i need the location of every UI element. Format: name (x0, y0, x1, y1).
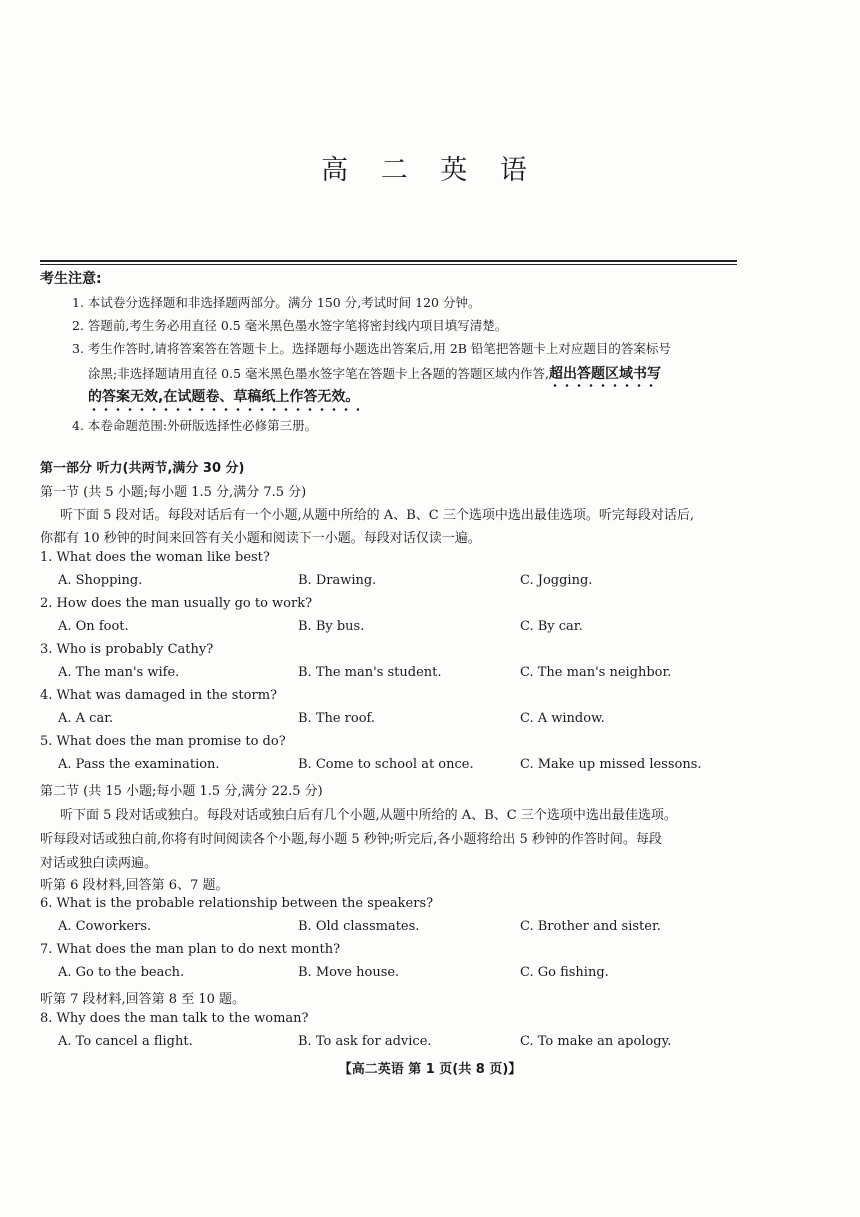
q6-option-c: C. Brother and sister. (520, 919, 661, 934)
section1-instruction-2: 你都有 10 秒钟的时间来回答有关小题和阅读下一小题。每段对话仅读一遍。 (40, 531, 481, 546)
question-7: 7. What does the man plan to do next month? (40, 942, 341, 957)
q6-option-a: A. Coworkers. (58, 919, 152, 934)
q1-option-a: A. Shopping. (58, 573, 143, 588)
notice-item-3-cont (88, 363, 661, 383)
header-rule (40, 260, 737, 262)
q3-option-c: C. The man's neighbor. (520, 665, 672, 680)
section2-instruction-2: 听每段对话或独白前,你将有时间阅读各个小题,每小题 5 秒钟;听完后,各小题将给出 5 秒钟的作答时间。每段 (40, 832, 662, 847)
page-title: 高 二 英 语 (321, 155, 539, 186)
question-3: 3. Who is probably Cathy? (40, 642, 214, 657)
question-8: 8. Why does the man talk to the woman? (40, 1011, 309, 1026)
q5-option-c: C. Make up missed lessons. (520, 757, 702, 772)
question-5: 5. What does the man promise to do? (40, 734, 286, 749)
notice-item-3: 3. 考生作答时,请将答案答在答题卡上。选择题每小题选出答案后,用 2B 铅笔把答题卡上对应题目的答案标号 (72, 341, 671, 356)
notice-heading: 考生注意: (40, 271, 102, 287)
q2-option-b: B. By bus. (298, 619, 365, 634)
section2-heading: 第二节 (共 15 小题;每小题 1.5 分,满分 22.5 分) (40, 784, 323, 799)
q6-option-b: B. Old classmates. (298, 919, 420, 934)
section2-instruction-3: 对话或独白读两遍。 (40, 856, 158, 871)
material-7-note: 听第 7 段材料,回答第 8 至 10 题。 (40, 992, 246, 1007)
question-6: 6. What is the probable relationship between the speakers? (40, 896, 434, 911)
notice-item-3-line2: 涂黑;非选择题请用直径 0.5 毫米黑色墨水签字笔在答题卡上各题的答题区域内作答, (88, 366, 550, 381)
q5-option-a: A. Pass the examination. (58, 757, 220, 772)
section1-instruction-1: 听下面 5 段对话。每段对话后有一个小题,从题中所给的 A、B、C 三个选项中选出最佳选项。听完每段对话后, (60, 508, 694, 523)
q8-option-c: C. To make an apology. (520, 1034, 672, 1049)
q2-option-c: C. By car. (520, 619, 583, 634)
q7-option-b: B. Move house. (298, 965, 400, 980)
notice-item-1: 1. 本试卷分选择题和非选择题两部分。满分 150 分,考试时间 120 分钟。 (72, 295, 481, 310)
q8-option-b: B. To ask for advice. (298, 1034, 432, 1049)
header-rule-thin (40, 264, 737, 265)
notice-emphasis-1: 超出答题区域书写 (549, 366, 661, 388)
page-footer: 【高二英语 第 1 页(共 8 页)】 (338, 1062, 522, 1077)
q4-option-b: B. The roof. (298, 711, 376, 726)
section2-instruction-1: 听下面 5 段对话或独白。每段对话或独白后有几个小题,从题中所给的 A、B、C 三个选项中选出最佳选项。 (60, 808, 677, 823)
question-2: 2. How does the man usually go to work? (40, 596, 313, 611)
q8-option-a: A. To cancel a flight. (58, 1034, 193, 1049)
q5-option-b: B. Come to school at once. (298, 757, 474, 772)
q1-option-c: C. Jogging. (520, 573, 593, 588)
q1-option-b: B. Drawing. (298, 573, 377, 588)
q7-option-a: A. Go to the beach. (58, 965, 185, 980)
q2-option-a: A. On foot. (58, 619, 129, 634)
notice-emphasis-2: 的答案无效,在试题卷、草稿纸上作答无效。 (88, 386, 359, 412)
material-6-note: 听第 6 段材料,回答第 6、7 题。 (40, 878, 229, 893)
section1-heading: 第一节 (共 5 小题;每小题 1.5 分,满分 7.5 分) (40, 485, 307, 500)
q7-option-c: C. Go fishing. (520, 965, 609, 980)
q4-option-c: C. A window. (520, 711, 605, 726)
q3-option-a: A. The man's wife. (58, 665, 180, 680)
q3-option-b: B. The man's student. (298, 665, 442, 680)
question-1: 1. What does the woman like best? (40, 550, 270, 565)
part1-heading: 第一部分 听力(共两节,满分 30 分) (40, 461, 245, 476)
notice-item-2: 2. 答题前,考生务必用直径 0.5 毫米黑色墨水签字笔将密封线内项目填写清楚。 (72, 318, 508, 333)
question-4: 4. What was damaged in the storm? (40, 688, 277, 703)
q4-option-a: A. A car. (58, 711, 114, 726)
notice-item-4: 4. 本卷命题范围:外研版选择性必修第三册。 (72, 418, 318, 433)
